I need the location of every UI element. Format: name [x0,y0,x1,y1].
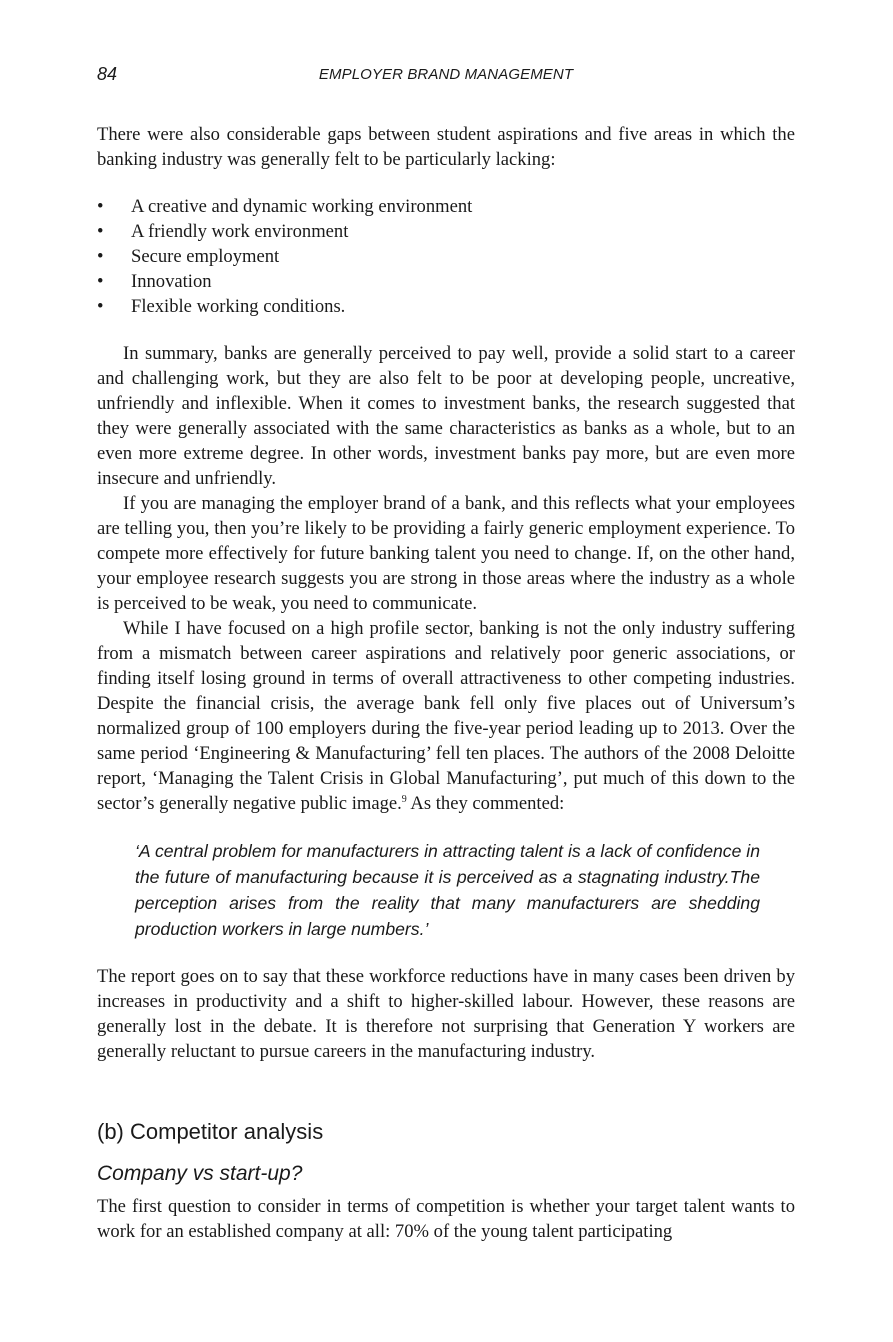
deloitte-quote: ‘A central problem for manufacturers in attracting talent is a lack of confidence in the future of manufacturing because it is perceived as a stagnating industry.The perception arises from the reality that many manufacturers are shedding production workers in large numbers.’ [135,841,760,939]
page-number: 84 [97,64,118,84]
list-item-text: Innovation [131,271,212,292]
list-item [97,219,795,244]
bullet-icon: • [97,246,104,267]
page-body [97,122,795,1244]
employer-brand-paragraph: If you are managing the employer brand of a bank, and this reflects what your employees are telling you, then you’re likely to be providing a fairly generic employment experience. To compete more effectively for future banking talent you need to change. If, on the other hand, your employee research suggests you are strong in those areas where the industry as a whole is perceived to be weak, you need to communicate. [97,493,795,614]
subsection-heading: Company vs start-up? [97,1162,303,1185]
list-item [97,194,795,219]
list-item-text: Flexible working conditions. [131,296,346,317]
intro-paragraph: There were also considerable gaps between student aspirations and five areas in which the banking industry was generally felt to be particularly lacking: [97,124,795,170]
industry-paragraph-tail: As they commented: [406,793,565,814]
summary-paragraph: In summary, banks are generally perceived to pay well, provide a solid start to a career and challenging work, but they are also felt to be poor at developing people, uncreative, unfriendly and inflexible. When it comes to investment banks, the research suggested that they were generally associated with the same characteristics as banks as a whole, but to an even more extreme degree. In other words, investment banks pay more, but are even more insecure and unfriendly. [97,343,795,489]
running-head [97,64,795,86]
bullet-icon: • [97,271,104,292]
report-paragraph: The report goes on to say that these workforce reductions have in many cases been driven by increases in productivity and a shift to higher-skilled labour. However, these reasons are generally lost in the debate. It is therefore not surprising that Generation Y workers are generally reluctant to pursue careers in the manufacturing industry. [97,966,795,1062]
list-item [97,244,795,269]
list-item-text: Secure employment [131,246,280,267]
list-item-text: A friendly work environment [131,221,349,242]
list-item [97,294,795,319]
industry-paragraph-text: While I have focused on a high profile sector, banking is not the only industry suffering from a mismatch between career aspirations and relatively poor generic associations, or finding itself losing ground in terms of overall attractiveness to other competing industries. Despite the financial crisis, the average bank fell only five places out of Universum’s normalized group of 100 employers during the five-year period leading up to 2013. Over the same period ‘Engineering & Manufacturing’ fell ten places. The authors of the 2008 Deloitte report, ‘Managing the Talent Crisis in Global Manufacturing’, put much of this down to the sector’s generally negative public image. [97,618,795,814]
bullet-icon: • [97,221,104,242]
industry-paragraph [97,616,795,816]
bullet-icon: • [97,196,104,217]
bullet-icon: • [97,296,104,317]
footnote-reference[interactable]: 9 [401,794,407,805]
bullet-list [97,194,795,319]
competition-paragraph: The first question to consider in terms of competition is whether your target talent wants to work for an established company at all: 70% of the young talent participating [97,1196,795,1242]
list-item-text: A creative and dynamic working environment [131,196,473,217]
section-heading: (b) Competitor analysis [97,1119,324,1144]
running-title: EMPLOYER BRAND MANAGEMENT [318,66,574,83]
list-item [97,269,795,294]
